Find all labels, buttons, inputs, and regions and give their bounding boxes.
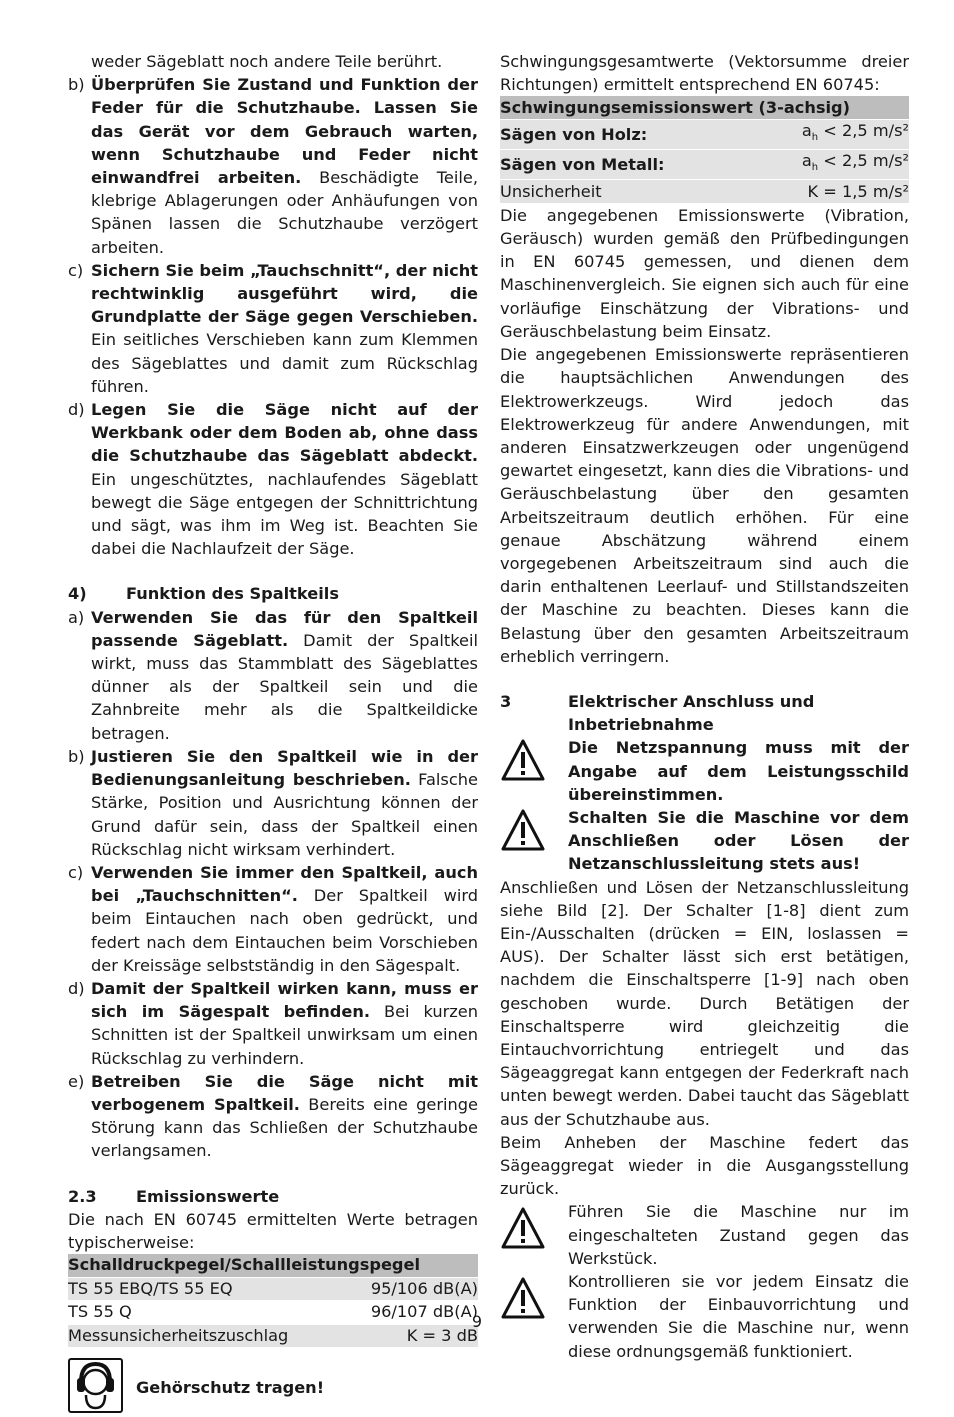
bold-instruction: Betreiben Sie die Säge nicht mit verbogenem Spaltkeil. <box>91 1071 478 1114</box>
warning-icon <box>500 736 568 786</box>
warning-text: Schalten Sie die Maschine vor dem Anschließen oder Lösen der Netzanschlussleitung stets aus! <box>568 807 909 874</box>
section-heading-2-3 <box>68 1185 478 1208</box>
bold-instruction: Verwenden Sie das für den Spaltkeil passende Sägeblatt. <box>91 607 478 650</box>
bold-instruction: Verwenden Sie immer den Spaltkeil, auch bei „Tauchschnitten“. <box>91 862 478 906</box>
left-column <box>68 50 478 1417</box>
list-marker: b) <box>68 746 85 766</box>
bold-instruction: Legen Sie die Säge nicht auf der Werkbank oder dem Boden ab, ohne dass die Schutzhaube das Sägeblatt abdeckt. <box>91 400 478 466</box>
instruction-text: Bei kurzen Schnitten ist der Spaltkeil unwirksam um einen Rückschlag zu verhindern. <box>91 1002 478 1068</box>
instruction-text: Der Spaltkeil wird beim Eintauchen nach oben gedrückt, und federt nach dem Eintauchen beim Vorschieben der Kreissäge selbstständig in den Sägespalt. <box>91 886 478 975</box>
list-marker: d) <box>68 400 85 420</box>
section-heading-4 <box>68 582 478 605</box>
section-number: 2.3 <box>68 1186 97 1206</box>
bold-instruction: Überprüfen Sie Zustand und Funktion der Feder für die Schutzhaube. Lassen Sie das Gerät vor dem Gebrauch warten, wenn Schutzhaube und Feder nicht einwandfrei arbeiten. <box>91 75 478 188</box>
instruction-text: Bereits eine geringe Störung kann das Schließen der Schutzhaube verlangsamen. <box>91 1094 479 1161</box>
paragraph: Die angegebenen Emissionswerte repräsentieren die hauptsächlichen Anwendungen des Elektrowerkzeugs. Wird jedoch das Elektrowerkzeug für andere Anwendungen, mit anderen Einsatzwerkzeugen oder ungenügend gewartet eingesetzt, kann dies die Vibrations- und Geräuschbelastung über den gesamten Arbeitszeitraum deutlich erhöhen. Für eine genaue Abschätzung während einem vorgegebenen Arbeitszeitraum sind auch die darin enthaltenen Leerlauf- und Stillstandszeiten der Maschine zu beachten. Dieses kann die Belastung über den gesamten Arbeitszeitraum erheblich verringern. <box>500 345 909 666</box>
table-row: Sägen von Holz: $a_h < 2,5$ m/s² <box>500 119 909 149</box>
section-number: 4) <box>68 584 87 604</box>
table-header: Schalldruckpegel/Schallleistungspegel <box>68 1254 478 1277</box>
right-column <box>500 50 909 1363</box>
list-item-4c <box>68 861 478 977</box>
list-marker: d) <box>68 978 85 998</box>
section-title: Elektrischer Anschluss und Inbetriebnahme <box>568 691 815 735</box>
ear-protection-text: Gehörschutz tragen! <box>136 1378 325 1398</box>
ear-protection-icon <box>68 1358 136 1417</box>
instruction-text: Ein ungeschütztes, nachlaufendes Sägeblatt bewegt die Säge entgegen der Schnittrichtung und sägt, was ihm im Weg ist. Beachten Sie dabei die Nachlaufzeit der Säge. <box>91 469 478 559</box>
list-item-4d <box>68 977 478 1070</box>
warning-icon <box>500 806 568 856</box>
ear-protection-notice <box>68 1358 478 1417</box>
warning-text: Führen Sie die Maschine nur im eingeschalteten Zustand gegen das Werkstück. <box>568 1202 909 1268</box>
paragraph: Die angegebenen Emissionswerte (Vibration, Geräusch) wurden gemäß den Prüfbedingungen in EN 60745 gemessen, und dienen dem Maschinenvergleich. Sie eignen sich auch für eine vorläufige Einschätzung der Vibrations- und Geräuschbelastung beim Einsatz. <box>500 205 909 341</box>
table-row: TS 55 EBQ/TS 55 EQ 95/106 dB(A) <box>68 1277 478 1301</box>
continued-text: weder Sägeblatt noch andere Teile berührt. <box>91 52 443 71</box>
instruction-text: Damit der Spaltkeil wirkt, muss das Stammblatt des Sägeblattes dünner als der Spaltkeil sein und die Zahnbreite mehr als die Spaltkeildicke betragen. <box>91 630 478 743</box>
bold-instruction: Sichern Sie beim „Tauchschnitt“, der nicht rechtwinklig ausgeführt wird, die Grundplatte der Säge gegen Verschieben. <box>91 260 478 327</box>
list-item-c <box>68 259 478 398</box>
bold-instruction: Damit der Spaltkeil wirken kann, muss er sich im Sägespalt befinden. <box>91 978 478 1022</box>
table-row: Unsicherheit K = 1,5 m/s² <box>500 180 909 204</box>
list-item-4e <box>68 1070 478 1163</box>
noise-table <box>68 1254 478 1348</box>
table-row: Messunsicherheitszuschlag K = 3 dB <box>68 1324 478 1348</box>
section-number: 3 <box>500 691 512 711</box>
warning-icon <box>500 1200 568 1254</box>
warning-text: Die Netzspannung muss mit der Angabe auf dem Leistungsschild übereinstimmen. <box>568 738 909 804</box>
warning-2 <box>500 806 909 876</box>
bold-instruction: Justieren Sie den Spaltkeil wie in der Bedienungsanleitung beschrieben. <box>91 746 478 790</box>
table-row: Sägen von Metall: $a_h < 2,5$ m/s² <box>500 150 909 180</box>
list-item-4b <box>68 745 478 861</box>
list-marker: c) <box>68 862 84 882</box>
instruction-text: Beschädigte Teile, klebrige Ablagerungen oder Anhäufungen von Spänen lassen die Schutzhaube verzögert arbeiten. <box>91 168 478 257</box>
list-marker: a) <box>68 607 85 627</box>
list-item-d <box>68 398 478 560</box>
paragraph: Anschließen und Lösen der Netzanschlussleitung siehe Bild [2]. Der Schalter [1-8] dient zum Ein-/Ausschalten (drücken = EIN, loslassen = AUS). Der Schalter lässt sich erst betätigen, nachdem die Einschaltsperre [1-9] nach oben geschoben wurde. Durch Betätigen der Einschaltsperre wird gleichzeitig die Eintauchvorrichtung entriegelt und das Sägeaggregat kann entgegen der Federkraft nach unten bewegt werden. Dabei taucht das Sägeblatt aus der Schutzhaube aus. <box>500 877 909 1129</box>
paragraph: Beim Anheben der Maschine federt das Sägeaggregat wieder in die Ausgangsstellung zurück. <box>500 1132 909 1199</box>
instruction-text: Ein seitliches Verschieben kann zum Klemmen des Sägeblattes und damit zum Rückschlag führen. <box>91 330 478 396</box>
section-title: Funktion des Spaltkeils <box>126 584 339 604</box>
instruction-text: Falsche Stärke, Position und Ausrichtung können der Grund dafür sein, dass der Spaltkeil einen Rückschlag nicht wirksam verhindert. <box>91 770 478 859</box>
section-heading-3 <box>500 690 909 736</box>
emission-intro: Die nach EN 60745 ermittelten Werte betragen typischerweise: <box>68 1209 478 1252</box>
table-row: TS 55 Q 96/107 dB(A) <box>68 1301 478 1325</box>
warning-text: Kontrollieren sie vor jedem Einsatz die Funktion der Einbauvorrichtung und verwenden Sie die Maschine nur, wenn diese ordnungsgemäß funktioniert. <box>568 1272 909 1361</box>
table-header: Schwingungsemissionswert (3-achsig) <box>500 96 909 119</box>
section-title: Emissionswerte <box>136 1186 280 1206</box>
list-item-b <box>68 73 478 259</box>
list-item <box>68 50 478 73</box>
list-marker: c) <box>68 260 84 280</box>
vibration-intro: Schwingungsgesamtwerte (Vektorsumme dreier Richtungen) ermittelt entsprechend EN 60745: <box>500 52 909 95</box>
page-number: 9 <box>471 1312 483 1331</box>
list-item-4a <box>68 606 478 745</box>
warning-3 <box>500 1200 909 1270</box>
vibration-table <box>500 96 909 203</box>
list-marker: b) <box>68 75 85 95</box>
warning-1 <box>500 736 909 806</box>
list-marker: e) <box>68 1071 85 1091</box>
